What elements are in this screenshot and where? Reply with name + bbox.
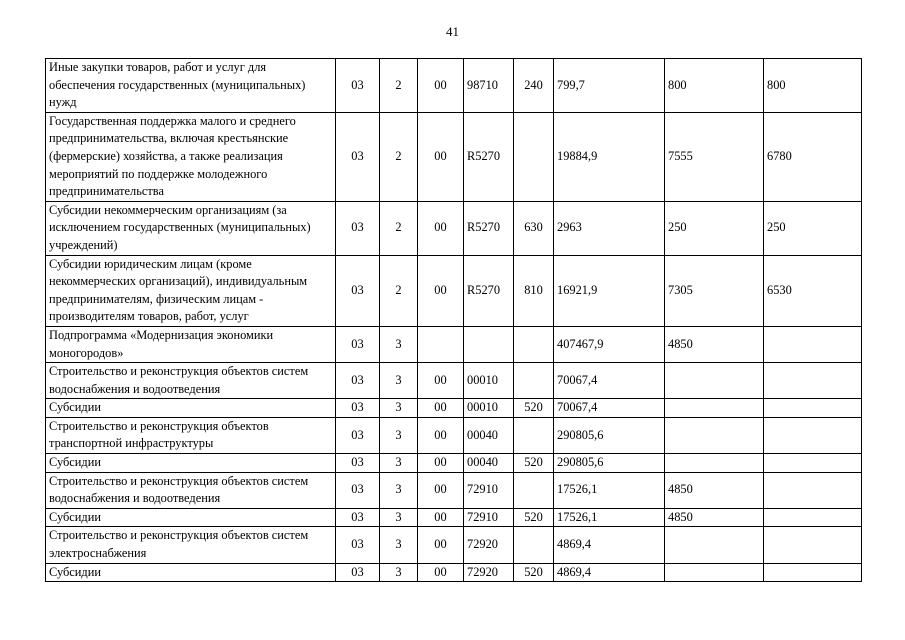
target-article-cell: 98710 xyxy=(464,59,514,113)
table-row xyxy=(46,59,862,113)
table-row xyxy=(46,472,862,508)
table-row xyxy=(46,417,862,453)
section-code-cell: 03 xyxy=(336,527,380,563)
program-code-cell: 00 xyxy=(418,563,464,582)
row-name-cell: Субсидии xyxy=(46,563,336,582)
program-code-cell: 00 xyxy=(418,255,464,326)
amount-year2-cell: 4850 xyxy=(665,326,764,362)
amount-year1-cell: 4869,4 xyxy=(554,527,665,563)
amount-year1-cell: 17526,1 xyxy=(554,472,665,508)
amount-year1-cell: 70067,4 xyxy=(554,363,665,399)
section-code-cell: 03 xyxy=(336,255,380,326)
amount-year2-cell: 7555 xyxy=(665,112,764,201)
section-code-cell: 03 xyxy=(336,201,380,255)
target-article-cell: 00010 xyxy=(464,363,514,399)
row-name-cell: Субсидии некоммерческим организациям (за исключением государственных (муниципальных) учреждений) xyxy=(46,201,336,255)
amount-year2-cell xyxy=(665,454,764,473)
amount-year1-cell: 17526,1 xyxy=(554,508,665,527)
expense-type-cell: 520 xyxy=(514,454,554,473)
amount-year2-cell xyxy=(665,563,764,582)
section-code-cell: 03 xyxy=(336,454,380,473)
section-code-cell: 03 xyxy=(336,59,380,113)
section-code-cell: 03 xyxy=(336,417,380,453)
budget-table-body xyxy=(46,59,862,582)
amount-year3-cell xyxy=(764,326,862,362)
row-name-cell: Строительство и реконструкция объектов систем водоснабжения и водоотведения xyxy=(46,363,336,399)
expense-type-cell xyxy=(514,326,554,362)
amount-year3-cell xyxy=(764,508,862,527)
subsection-code-cell: 2 xyxy=(380,201,418,255)
table-row xyxy=(46,255,862,326)
table-row xyxy=(46,563,862,582)
program-code-cell: 00 xyxy=(418,527,464,563)
expense-type-cell xyxy=(514,112,554,201)
expense-type-cell: 810 xyxy=(514,255,554,326)
row-name-cell: Иные закупки товаров, работ и услуг для обеспечения государственных (муниципальных) нужд xyxy=(46,59,336,113)
table-row xyxy=(46,399,862,418)
program-code-cell: 00 xyxy=(418,201,464,255)
subsection-code-cell: 3 xyxy=(380,563,418,582)
row-name-cell: Субсидии xyxy=(46,454,336,473)
budget-table xyxy=(45,58,862,582)
amount-year3-cell: 250 xyxy=(764,201,862,255)
target-article-cell: 00010 xyxy=(464,399,514,418)
expense-type-cell: 630 xyxy=(514,201,554,255)
expense-type-cell xyxy=(514,527,554,563)
table-row xyxy=(46,508,862,527)
amount-year1-cell: 2963 xyxy=(554,201,665,255)
amount-year2-cell xyxy=(665,527,764,563)
row-name-cell: Строительство и реконструкция объектов систем электроснабжения xyxy=(46,527,336,563)
subsection-code-cell: 2 xyxy=(380,112,418,201)
table-row xyxy=(46,527,862,563)
amount-year1-cell: 16921,9 xyxy=(554,255,665,326)
section-code-cell: 03 xyxy=(336,326,380,362)
subsection-code-cell: 3 xyxy=(380,454,418,473)
amount-year3-cell: 6780 xyxy=(764,112,862,201)
section-code-cell: 03 xyxy=(336,399,380,418)
program-code-cell: 00 xyxy=(418,399,464,418)
target-article-cell xyxy=(464,326,514,362)
program-code-cell: 00 xyxy=(418,59,464,113)
row-name-cell: Строительство и реконструкция объектов транспортной инфраструктуры xyxy=(46,417,336,453)
section-code-cell: 03 xyxy=(336,472,380,508)
subsection-code-cell: 3 xyxy=(380,399,418,418)
amount-year2-cell: 4850 xyxy=(665,508,764,527)
expense-type-cell xyxy=(514,417,554,453)
target-article-cell: 00040 xyxy=(464,417,514,453)
amount-year2-cell: 7305 xyxy=(665,255,764,326)
amount-year3-cell xyxy=(764,472,862,508)
expense-type-cell xyxy=(514,363,554,399)
table-row xyxy=(46,326,862,362)
table-row xyxy=(46,201,862,255)
subsection-code-cell: 2 xyxy=(380,255,418,326)
expense-type-cell: 520 xyxy=(514,563,554,582)
amount-year2-cell: 250 xyxy=(665,201,764,255)
amount-year1-cell: 290805,6 xyxy=(554,417,665,453)
amount-year2-cell: 4850 xyxy=(665,472,764,508)
program-code-cell: 00 xyxy=(418,508,464,527)
target-article-cell: R5270 xyxy=(464,255,514,326)
target-article-cell: R5270 xyxy=(464,201,514,255)
table-row xyxy=(46,363,862,399)
row-name-cell: Субсидии xyxy=(46,399,336,418)
amount-year3-cell xyxy=(764,454,862,473)
program-code-cell xyxy=(418,326,464,362)
target-article-cell: 00040 xyxy=(464,454,514,473)
amount-year3-cell xyxy=(764,399,862,418)
target-article-cell: 72910 xyxy=(464,472,514,508)
subsection-code-cell: 2 xyxy=(380,59,418,113)
subsection-code-cell: 3 xyxy=(380,527,418,563)
target-article-cell: 72920 xyxy=(464,527,514,563)
subsection-code-cell: 3 xyxy=(380,472,418,508)
subsection-code-cell: 3 xyxy=(380,363,418,399)
row-name-cell: Государственная поддержка малого и среднего предпринимательства, включая крестьянские (фермерские) хозяйства, а также реализация мероприятий по поддержке молодежного предпринимательства xyxy=(46,112,336,201)
program-code-cell: 00 xyxy=(418,112,464,201)
amount-year3-cell xyxy=(764,417,862,453)
program-code-cell: 00 xyxy=(418,363,464,399)
program-code-cell: 00 xyxy=(418,417,464,453)
target-article-cell: 72920 xyxy=(464,563,514,582)
row-name-cell: Субсидии юридическим лицам (кроме некоммерческих организаций), индивидуальным предпринимателям, физическим лицам - производителям товаров, работ, услуг xyxy=(46,255,336,326)
target-article-cell: 72910 xyxy=(464,508,514,527)
amount-year3-cell: 6530 xyxy=(764,255,862,326)
amount-year1-cell: 19884,9 xyxy=(554,112,665,201)
amount-year1-cell: 4869,4 xyxy=(554,563,665,582)
row-name-cell: Подпрограмма «Модернизация экономики моногородов» xyxy=(46,326,336,362)
amount-year1-cell: 799,7 xyxy=(554,59,665,113)
amount-year1-cell: 70067,4 xyxy=(554,399,665,418)
expense-type-cell xyxy=(514,472,554,508)
section-code-cell: 03 xyxy=(336,563,380,582)
amount-year3-cell xyxy=(764,527,862,563)
program-code-cell: 00 xyxy=(418,454,464,473)
subsection-code-cell: 3 xyxy=(380,508,418,527)
row-name-cell: Субсидии xyxy=(46,508,336,527)
section-code-cell: 03 xyxy=(336,363,380,399)
expense-type-cell: 520 xyxy=(514,399,554,418)
expense-type-cell: 520 xyxy=(514,508,554,527)
amount-year1-cell: 407467,9 xyxy=(554,326,665,362)
table-row xyxy=(46,112,862,201)
amount-year2-cell: 800 xyxy=(665,59,764,113)
section-code-cell: 03 xyxy=(336,508,380,527)
subsection-code-cell: 3 xyxy=(380,417,418,453)
row-name-cell: Строительство и реконструкция объектов систем водоснабжения и водоотведения xyxy=(46,472,336,508)
section-code-cell: 03 xyxy=(336,112,380,201)
amount-year3-cell xyxy=(764,363,862,399)
amount-year1-cell: 290805,6 xyxy=(554,454,665,473)
amount-year3-cell: 800 xyxy=(764,59,862,113)
amount-year2-cell xyxy=(665,417,764,453)
program-code-cell: 00 xyxy=(418,472,464,508)
table-row xyxy=(46,454,862,473)
expense-type-cell: 240 xyxy=(514,59,554,113)
amount-year2-cell xyxy=(665,399,764,418)
target-article-cell: R5270 xyxy=(464,112,514,201)
page-number: 41 xyxy=(446,24,459,39)
amount-year3-cell xyxy=(764,563,862,582)
amount-year2-cell xyxy=(665,363,764,399)
subsection-code-cell: 3 xyxy=(380,326,418,362)
